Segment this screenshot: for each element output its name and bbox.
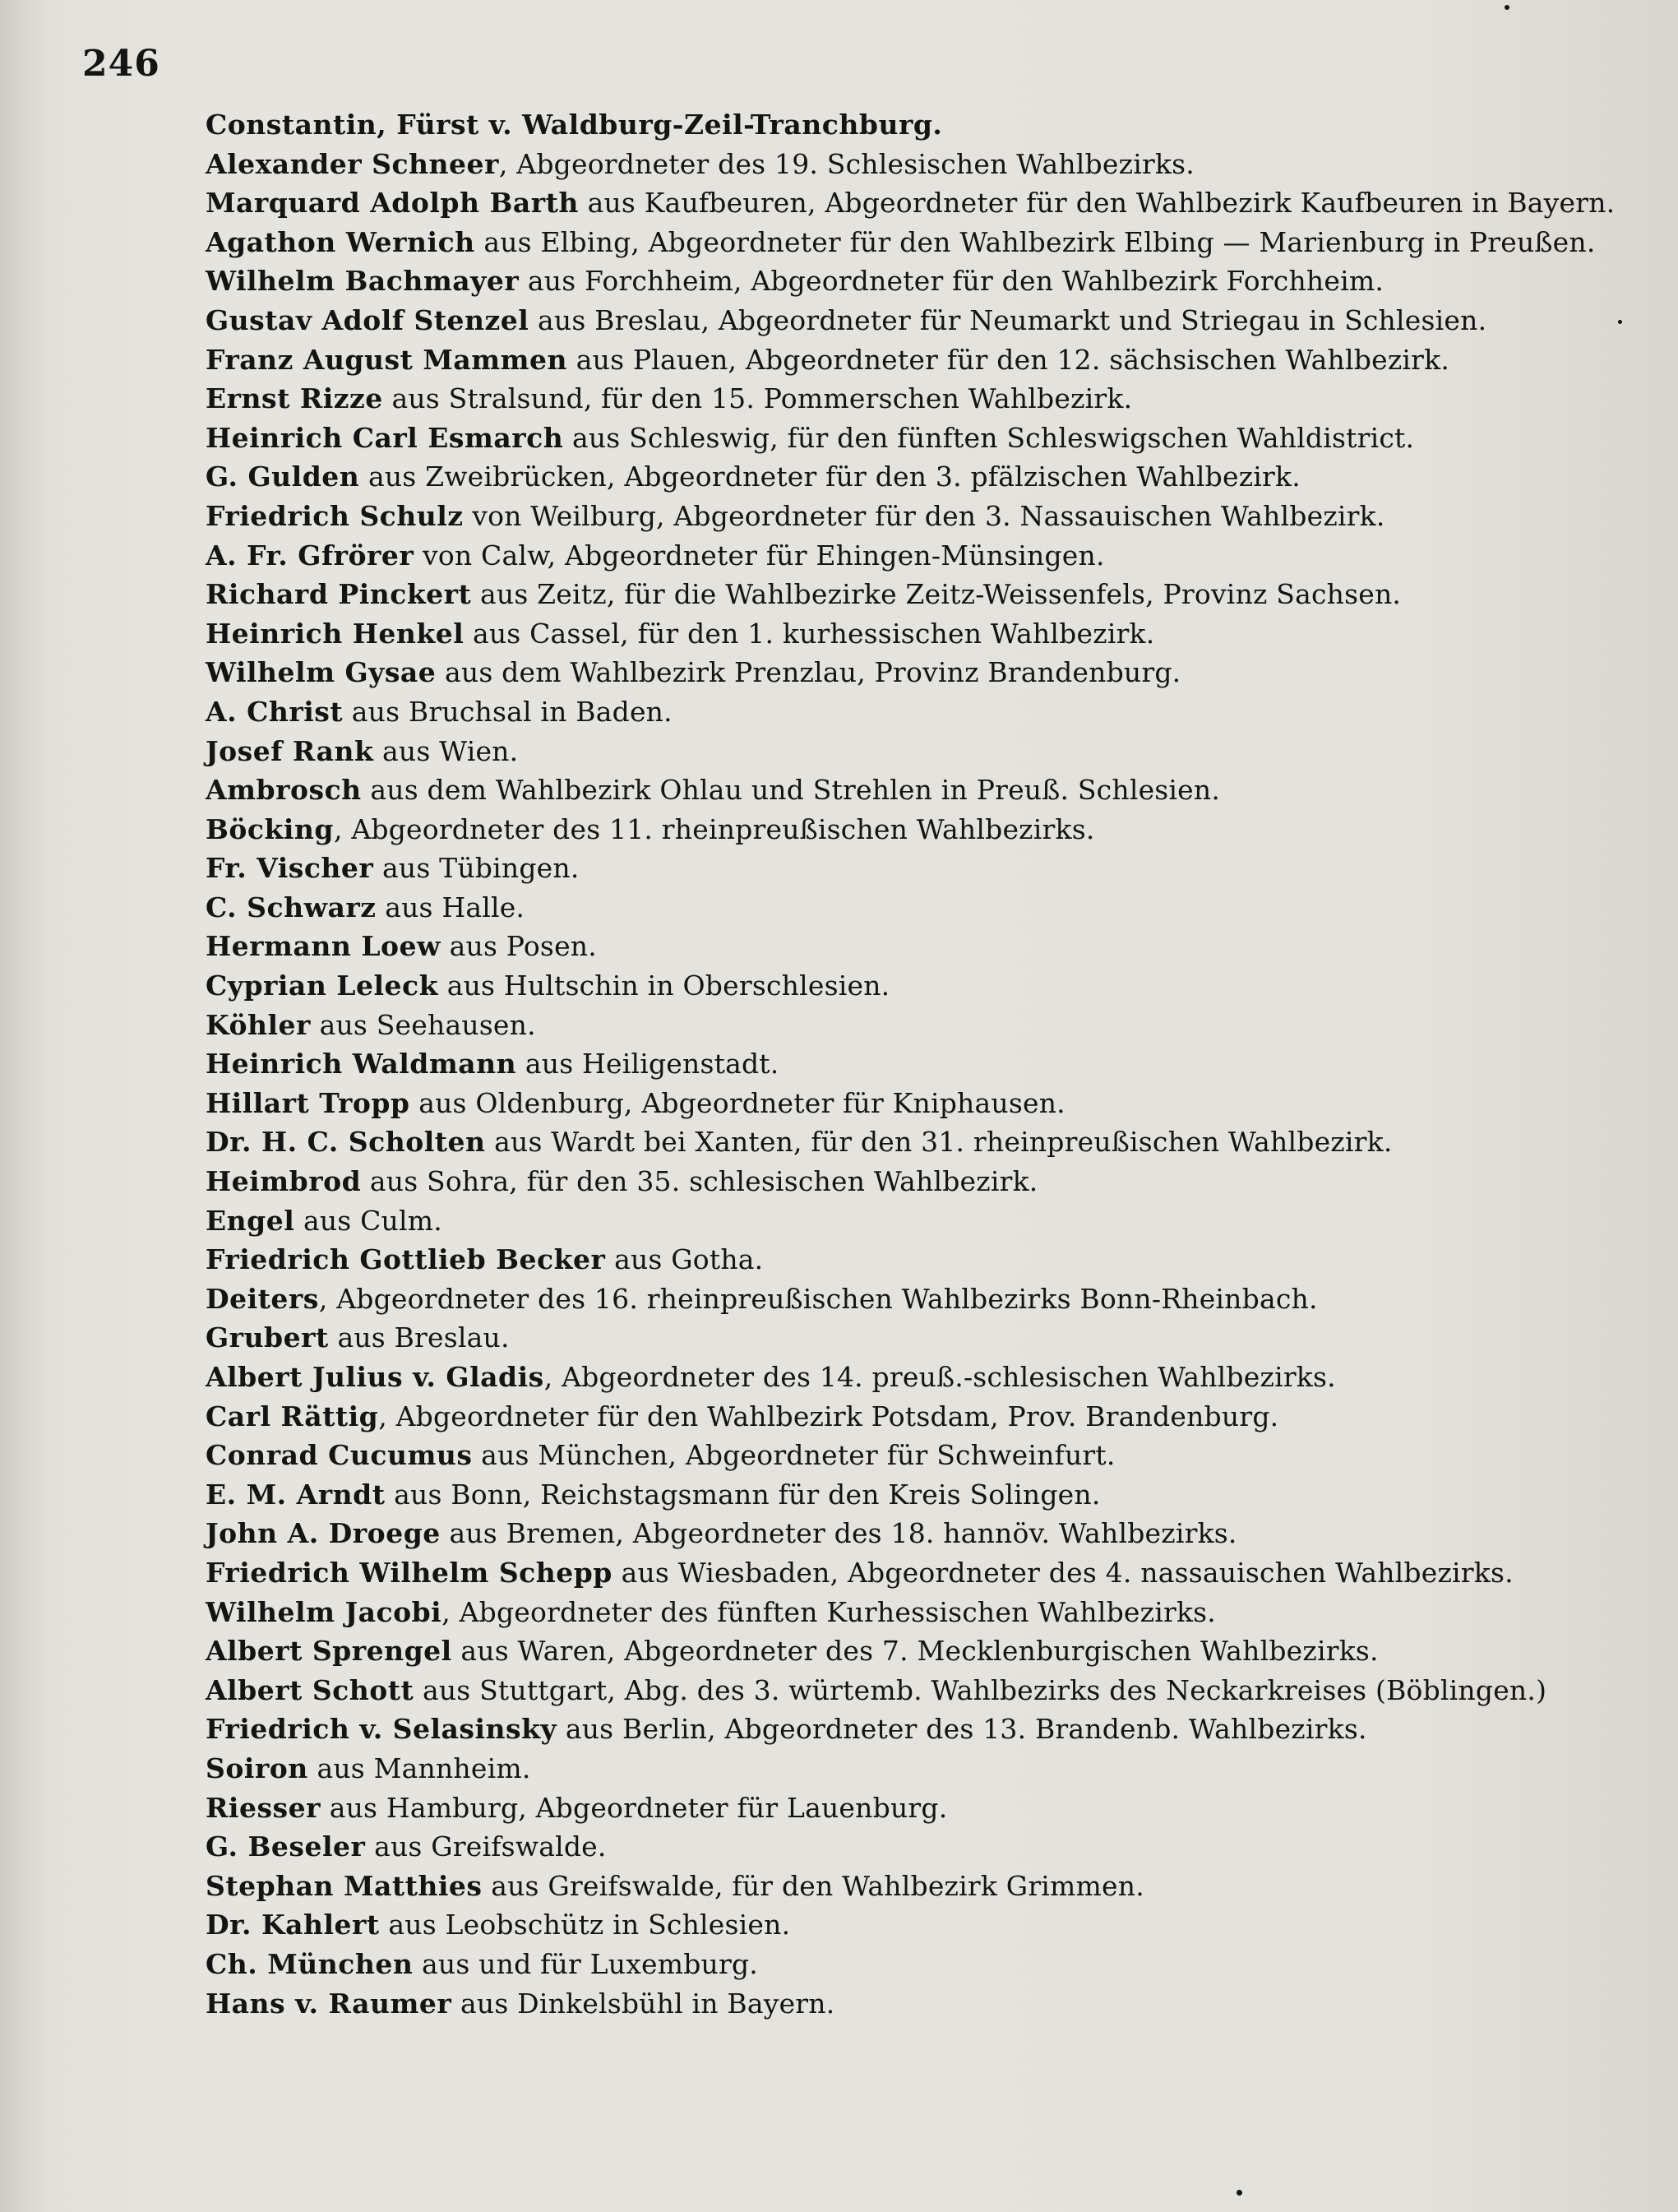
list-item [206, 1827, 1653, 1867]
list-item [206, 1945, 1653, 1984]
deputy-name: Albert Julius v. Gladis [206, 1361, 544, 1393]
deputy-details: aus Hultschin in Oberschlesien. [438, 969, 890, 1002]
ink-speck [1237, 2190, 1242, 2196]
list-item [206, 536, 1653, 576]
list-item [206, 1044, 1653, 1084]
deputy-details: aus Dinkelsbühl in Bayern. [451, 1987, 835, 2020]
deputy-name: Ambrosch [206, 774, 362, 807]
list-item [206, 379, 1653, 419]
ink-speck [1618, 320, 1622, 324]
list-item [206, 692, 1653, 732]
deputy-details: aus Halle. [376, 891, 525, 923]
deputy-details: aus Gotha. [605, 1243, 764, 1276]
deputy-name: Engel [206, 1204, 295, 1237]
list-item [206, 1240, 1653, 1280]
deputy-details: aus Breslau. [328, 1321, 510, 1354]
deputy-name: Wilhelm Gysae [206, 656, 437, 689]
deputy-name: Hillart Tropp [206, 1086, 410, 1119]
deputy-name: John A. Droege [206, 1517, 441, 1550]
deputy-details: , Abgeordneter für den Wahlbezirk Potsdam, Prov. Brandenburg. [378, 1400, 1279, 1432]
deputy-details: aus München, Abgeordneter für Schweinfurt. [472, 1439, 1116, 1472]
deputy-details: , Abgeordneter des 19. Schlesischen Wahlbezirks. [498, 147, 1195, 180]
list-item [206, 145, 1653, 184]
deputy-details: aus und für Luxemburg. [413, 1947, 758, 1980]
deputy-details: aus Berlin, Abgeordneter des 13. Brandenb. Wahlbezirks. [557, 1713, 1367, 1746]
list-item [206, 1475, 1653, 1515]
list-item [206, 653, 1653, 692]
deputy-name: Köhler [206, 1008, 311, 1041]
list-item [206, 105, 1653, 145]
deputy-details: aus Wardt bei Xanten, für den 31. rheinpreußischen Wahlbezirk. [485, 1126, 1393, 1159]
list-item [206, 1514, 1653, 1553]
list-item [206, 966, 1653, 1006]
deputy-details: aus Breslau, Abgeordneter für Neumarkt und Striegau in Schlesien. [529, 303, 1487, 336]
deputy-details: aus Greifswalde, für den Wahlbezirk Grimmen. [482, 1869, 1144, 1902]
list-item [206, 183, 1653, 223]
deputy-details: , Abgeordneter des 11. rheinpreußischen Wahlbezirks. [333, 812, 1095, 845]
deputy-name: Friedrich v. Selasinsky [206, 1713, 557, 1746]
deputy-name: Albert Schott [206, 1673, 414, 1706]
deputy-details: aus Waren, Abgeordneter des 7. Mecklenburgischen Wahlbezirks. [451, 1635, 1379, 1668]
deputy-name: Constantin, Fürst v. Waldburg-Zeil-Tranchburg. [206, 109, 943, 141]
deputy-details: aus dem Wahlbezirk Ohlau und Strehlen in Preuß. Schlesien. [361, 774, 1221, 807]
deputy-details: aus Forchheim, Abgeordneter für den Wahlbezirk Forchheim. [519, 265, 1384, 298]
deputy-name: Wilhelm Bachmayer [206, 265, 520, 298]
deputy-name: C. Schwarz [206, 891, 377, 923]
list-item [206, 1397, 1653, 1437]
list-item [206, 223, 1653, 262]
deputy-name: Heinrich Waldmann [206, 1048, 517, 1081]
list-item [206, 1867, 1653, 1906]
page-number: 246 [82, 43, 160, 85]
deputy-details: aus Leobschütz in Schlesien. [379, 1909, 791, 1941]
deputy-details: aus Cassel, für den 1. kurhessischen Wahlbezirk. [464, 617, 1155, 650]
deputy-name: Grubert [206, 1321, 329, 1354]
deputy-name: Richard Pinckert [206, 578, 472, 611]
ink-speck [1505, 5, 1509, 10]
deputy-details: aus Oldenburg, Abgeordneter für Kniphausen. [409, 1086, 1066, 1119]
deputy-name: Riesser [206, 1791, 321, 1824]
deputy-name: Heimbrod [206, 1165, 362, 1198]
deputy-name: A. Fr. Gfrörer [206, 539, 414, 572]
list-item [206, 1710, 1653, 1749]
deputy-details: aus Posen. [440, 930, 597, 963]
list-item [206, 770, 1653, 810]
list-item [206, 849, 1653, 888]
deputy-details: aus Greifswalde. [365, 1830, 607, 1863]
deputy-name: Friedrich Gottlieb Becker [206, 1243, 606, 1276]
deputy-details: aus Kaufbeuren, Abgeordneter für den Wahlbezirk Kaufbeuren in Bayern. [578, 187, 1616, 220]
deputy-name: Josef Rank [206, 734, 374, 767]
deputy-details: aus Bruchsal in Baden. [343, 695, 673, 728]
list-item [206, 575, 1653, 614]
list-item [206, 1318, 1653, 1358]
list-item [206, 340, 1653, 380]
list-item [206, 1905, 1653, 1945]
list-item [206, 1631, 1653, 1671]
list-item [206, 301, 1653, 340]
list-item [206, 888, 1653, 928]
deputy-name: Gustav Adolf Stenzel [206, 303, 529, 336]
list-item [206, 1122, 1653, 1162]
deputy-name: Friedrich Schulz [206, 499, 464, 532]
deputy-details: von Weilburg, Abgeordneter für den 3. Nassauischen Wahlbezirk. [463, 499, 1385, 532]
list-item [206, 497, 1653, 536]
deputy-name: Hans v. Raumer [206, 1987, 452, 2020]
deputy-name: Carl Rättig [206, 1400, 379, 1432]
deputy-details: aus Schleswig, für den fünften Schleswigschen Wahldistrict. [563, 421, 1415, 454]
deputy-name: A. Christ [206, 695, 344, 728]
list-item [206, 1593, 1653, 1632]
deputy-name: Stephan Matthies [206, 1869, 483, 1902]
deputy-name: E. M. Arndt [206, 1478, 386, 1511]
list-item [206, 614, 1653, 654]
deputy-name: G. Gulden [206, 460, 360, 493]
deputy-name: Hermann Loew [206, 930, 441, 963]
list-item [206, 1358, 1653, 1397]
deputy-details: , Abgeordneter des fünften Kurhessischen Wahlbezirks. [441, 1595, 1216, 1628]
deputy-name: Alexander Schneer [206, 147, 499, 180]
deputy-details: aus Wiesbaden, Abgeordneter des 4. nassauischen Wahlbezirks. [612, 1556, 1514, 1589]
deputy-details: aus Culm. [294, 1204, 442, 1237]
deputy-details: aus Heiligenstadt. [516, 1048, 779, 1081]
deputy-details: von Calw, Abgeordneter für Ehingen-Münsingen. [414, 539, 1105, 572]
deputy-name: G. Beseler [206, 1830, 366, 1863]
deputy-details: aus dem Wahlbezirk Prenzlau, Provinz Brandenburg. [436, 656, 1181, 689]
list-item [206, 1436, 1653, 1475]
deputy-name: Soiron [206, 1752, 308, 1784]
deputy-name: Cyprian Leleck [206, 969, 438, 1002]
deputy-details: aus Zeitz, für die Wahlbezirke Zeitz-Weissenfels, Provinz Sachsen. [471, 578, 1402, 611]
deputy-details: aus Zweibrücken, Abgeordneter für den 3. pfälzischen Wahlbezirk. [359, 460, 1301, 493]
deputy-details: aus Seehausen. [310, 1008, 536, 1041]
list-item [206, 810, 1653, 849]
deputy-list [206, 105, 1653, 2023]
deputy-details: aus Elbing, Abgeordneter für den Wahlbezirk Elbing — Marienburg in Preußen. [474, 225, 1596, 258]
deputy-details: , Abgeordneter des 14. preuß.-schlesischen Wahlbezirks. [543, 1361, 1336, 1393]
deputy-details: aus Bonn, Reichstagsmann für den Kreis Solingen. [385, 1478, 1101, 1511]
deputy-name: Deiters [206, 1282, 319, 1315]
deputy-name: Böcking [206, 812, 334, 845]
deputy-name: Albert Sprengel [206, 1635, 452, 1668]
deputy-details: aus Tübingen. [373, 852, 580, 885]
list-item [206, 1671, 1653, 1710]
deputy-name: Friedrich Wilhelm Schepp [206, 1556, 612, 1589]
deputy-name: Wilhelm Jacobi [206, 1595, 442, 1628]
list-item [206, 1162, 1653, 1201]
deputy-name: Ernst Rizze [206, 382, 383, 415]
list-item [206, 1789, 1653, 1828]
deputy-details: aus Plauen, Abgeordneter für den 12. sächsischen Wahlbezirk. [567, 343, 1450, 376]
list-item [206, 1084, 1653, 1123]
list-item [206, 1749, 1653, 1789]
list-item [206, 261, 1653, 301]
list-item [206, 927, 1653, 966]
deputy-details: aus Wien. [373, 734, 519, 767]
list-item [206, 1280, 1653, 1319]
list-item [206, 457, 1653, 497]
list-item [206, 419, 1653, 458]
deputy-details: aus Sohra, für den 35. schlesischen Wahlbezirk. [361, 1165, 1038, 1198]
deputy-name: Heinrich Carl Esmarch [206, 421, 564, 454]
deputy-details: aus Bremen, Abgeordneter des 18. hannöv. Wahlbezirks. [440, 1517, 1237, 1550]
deputy-name: Heinrich Henkel [206, 617, 465, 650]
list-item [206, 1006, 1653, 1045]
list-item [206, 732, 1653, 771]
deputy-name: Dr. Kahlert [206, 1909, 380, 1941]
deputy-name: Agathon Wernich [206, 225, 475, 258]
deputy-name: Conrad Cucumus [206, 1439, 473, 1472]
deputy-name: Marquard Adolph Barth [206, 187, 579, 220]
deputy-details: aus Hamburg, Abgeordneter für Lauenburg. [321, 1791, 948, 1824]
deputy-name: Ch. München [206, 1947, 414, 1980]
deputy-name: Fr. Vischer [206, 852, 374, 885]
deputy-details: aus Stralsund, für den 15. Pommerschen Wahlbezirk. [382, 382, 1133, 415]
deputy-name: Dr. H. C. Scholten [206, 1126, 486, 1159]
list-item [206, 1984, 1653, 2024]
deputy-details: aus Mannheim. [307, 1752, 531, 1784]
deputy-details: , Abgeordneter des 16. rheinpreußischen Wahlbezirks Bonn-Rheinbach. [318, 1282, 1318, 1315]
list-item [206, 1553, 1653, 1593]
list-item [206, 1201, 1653, 1241]
deputy-name: Franz August Mammen [206, 343, 568, 376]
deputy-details: aus Stuttgart, Abg. des 3. würtemb. Wahlbezirks des Neckarkreises (Böblingen.) [414, 1673, 1547, 1706]
